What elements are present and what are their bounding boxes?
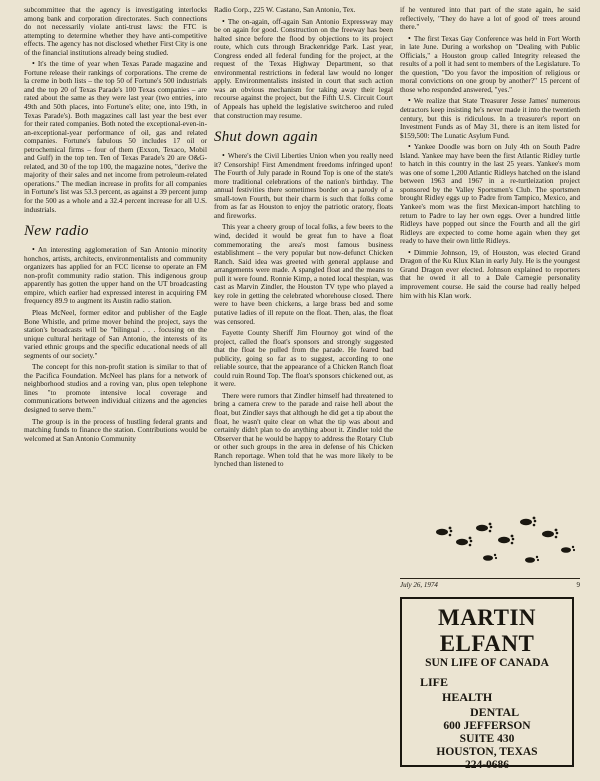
section-heading: New radio xyxy=(24,223,89,240)
bullet-icon: • xyxy=(408,142,411,152)
bullet-icon: • xyxy=(408,33,411,43)
page-number: 9 xyxy=(576,581,580,589)
column-2 xyxy=(214,6,393,472)
paragraph: Fayette County Sheriff Jim Flournoy got wind of the project, called the float's sponsors and strongly suggested that the float be pulled from the parade. He feared bad publicity, going so far as to suggest, according to one reliable source, that the appearance of a Chicken Ranch float could ruin Round Top. The float's sponsors chickened out, as it were. xyxy=(214,328,393,389)
paragraph: Radio Corp., 225 W. Castano, San Antonio, Tex. xyxy=(214,5,356,14)
paragraph: if he ventured into that part of the state again, he said reflectively, "They do have a lot of good ol' trees around there." xyxy=(400,5,580,32)
bullet-icon: • xyxy=(408,96,411,106)
paragraph: • Where's the Civil Liberties Union when you really need it? Censorship! First Amendment freedoms infringed upon! The Fourth of July parade in Round Top is one of the state's more traditional celebrations of the nation's birthday. The annual festivities there sometimes border on a parody of a small-town Fourth, but their charm is such that folks come from as far as Houston to enjoy the patriotic oratory, floats and fireworks. xyxy=(214,151,393,220)
paragraph: • The first Texas Gay Conference was held in Fort Worth in late June. During a workshop on "Dealing with Public Officials," a Houston group called Integrity released the results of a poll it had sent to members of the Legislature. To the question, "Do you favor the imposition of religious or moral convictions on one group by another?" 15 percent of those who responded answered, "yes." xyxy=(400,33,580,94)
ad-company: SUN LIFE OF CANADA xyxy=(425,657,549,669)
paragraph: This year a cheery group of local folks, a few beers to the wind, decided it would be great fun to have a float commemorating the area's most famous business establishment – the very popular but now-defunct Chicken Ranch. Said idea was greeted with general applause and arrangements were made. A spangled float and the means to pull it were found. Ronnie Kimp, a noted local thespian, was cast as Marvin Zindler, the Houston TV type who played a key role in getting the celebrated whorehouse closed. There were to have been chickens, a large brass bed and some putative ladies of ill repute on the float. Then, alas, the float was censored. xyxy=(214,222,393,326)
section-heading: Shut down again xyxy=(214,129,318,146)
ad-line: LIFE xyxy=(420,675,449,689)
paragraph: • The on-again, off-again San Antonio Expressway may be on again for good. Construction on the freeway has been halted since before the flood by objections to its project route, which cuts through Brackenridge Park. Last year, Congress ended all federal funding for the project, at the request of the Texas Highway Department, so that environmental restrictions in federal law would no longer apply. Environmentalists insisted in court that such action was an obvious mechanism for taking away their legal recourse against the project, but the Fifth U.S. Circuit Court of Appeals has upheld the legislative switcheroo and ruled that construction may resume. xyxy=(214,16,393,120)
paragraph: • Yankee Doodle was born on July 4th on South Padre Island. Yankee may have been the first Atlantic Ridley turtle to hatch in this country in the last 25 years. Yankee's mom was one of some 1,200 Atlantic Ridleys hatched on the island between 1963 and 1967 in a re-turtleization project sponsored by the Valley Sportsmen's Club. The sportsmen brought Ridley eggs up to Padre from Tampico, Mexico, and Yankee's mom was the first Mexican-import hatchling to return to Padre to lay her own eggs. Over a hundred little Ridleys have popped out since the Fourth and all the girl Ridleys are expected to come home again when they get ready to have their own little Ridleys. xyxy=(400,142,580,246)
ad-line: HEALTH xyxy=(442,690,493,704)
ad-address: 600 JEFFERSON xyxy=(443,720,531,732)
footprints-icon xyxy=(430,500,580,570)
bullet-icon: • xyxy=(32,59,35,69)
paragraph: • It's the time of year when Texas Parade magazine and Fortune release their rankings of corporations. The creme de la creme in both lists – the top 50 of Fortune's 500 industrials and the top 20 of Texas Parade's 100 Texas companies – are rated about the same as they were last year (two entries, into 49th and 50th places, into Fortune's elite; one, into 19th, in Texas Parade's). Both magazines call last year the best ever for their rated companies. Both noted the exceptional-even-in-an-exceptional-year performance of oil, gas and related companies. Fortune's fabulous 50 includes 17 oil or petrochemical firms – four of them (Exxon, Texaco, Mobil and Gulf) in the top ten. Ten of Texas Parade's 20 are O&G-related, and 30 of the top 100, the magazine notes, "derive the majority of their sales and net income from petroleum-related operations." The median increase in profits for all companies in Fortune's list was 53.3 percent, as against a 39 percent jump for the 500 as a whole and a 32.4 percent increase for all U.S. industrials. xyxy=(24,59,207,214)
paragraph: Pleas McNeel, former editor and publisher of the Eagle Bone Whistle, and prime mover behind the project, says the station's broadcasts will be "bilingual . . . focusing on the unique cultural heritage of San Antonio, the interests of its varied ethnic groups and the specific educational needs of all segments of our society." xyxy=(24,307,207,360)
paragraph: • Dimmie Johnson, 19, of Houston, was elected Grand Dragon of the Ku Klux Klan in early July. He is the youngest Grand Dragon ever elected. Johnson explained to reporters that he owed it all to a Dale Carnegie personality improvement course. He said the course had really helped him with his Klan work. xyxy=(400,247,580,300)
advertisement xyxy=(400,597,574,771)
bullet-icon: • xyxy=(32,245,35,255)
column-1 xyxy=(24,6,207,446)
ad-phone: 224-0686 xyxy=(464,759,510,771)
bullet-icon: • xyxy=(222,16,225,26)
bullet-icon: • xyxy=(222,151,225,161)
ad-line: DENTAL xyxy=(470,705,520,719)
paragraph: subcommittee that the agency is investigating interlocks among bank and corporation directorates. Such connections do not necessarily violate anti-trust laws: the FTC is attempting to determine whether they have anti-competitive effects. The agency has not disclosed whether First City is one of the financial institutions already being studied. xyxy=(24,5,207,57)
ad-name: MARTIN ELFANT xyxy=(437,605,537,656)
column-3 xyxy=(400,6,580,303)
paragraph: The group is in the process of hustling federal grants and matching funds to finance the station. Contributions would be welcomed at San Antonio Community xyxy=(24,416,207,443)
paragraph: • We realize that State Treasurer Jesse James' numerous detractors keep insisting he's never made it into the twentieth century, but this is ridiculous. In a treasurer's report on Investment Funds as of May 31, there is an item listed for $159,500: The Lunatic Asylum Fund. xyxy=(400,96,580,140)
paragraph: There were rumors that Zindler himself had threatened to bring a camera crew to the parade and raise hell about the float, but Zindler says that although he did get a tip about the float, he wasn't quite clear on what the tip was about and certainly didn't plan to do anything about it. Zindler told the Observer that he would be happy to address the Rotary Club or other such groups in the area in defense of his Chicken Ranch reportage. When told that he was more likely to be lynched than listened to xyxy=(214,390,393,469)
ad-address: SUITE 430 xyxy=(459,733,515,745)
paragraph: The concept for this non-profit station is similar to that of the Pacifica Foundation. McNeel has plans for a network of neighborhood studios and a roving van, plus open telephone lines "to promote intensive local coverage and communications between individual citizens and the agencies designed to serve them." xyxy=(24,362,207,414)
page-footer xyxy=(400,578,580,589)
bullet-icon: • xyxy=(408,247,411,257)
ad-address: HOUSTON, TEXAS xyxy=(436,746,538,758)
paragraph: • An interesting agglomeration of San Antonio minority honchos, artists, architects, environmentalists and community organizers has applied for an FCC license to operate an FM non-profit community radio station. This indigenous group apparently has gotten the upper hand on the UT broadcasting empire, which earlier had expressed interest in acquiring FM frequency 89.9 to augment its Austin radio station. xyxy=(24,245,207,306)
issue-date: July 26, 1974 xyxy=(400,581,438,589)
